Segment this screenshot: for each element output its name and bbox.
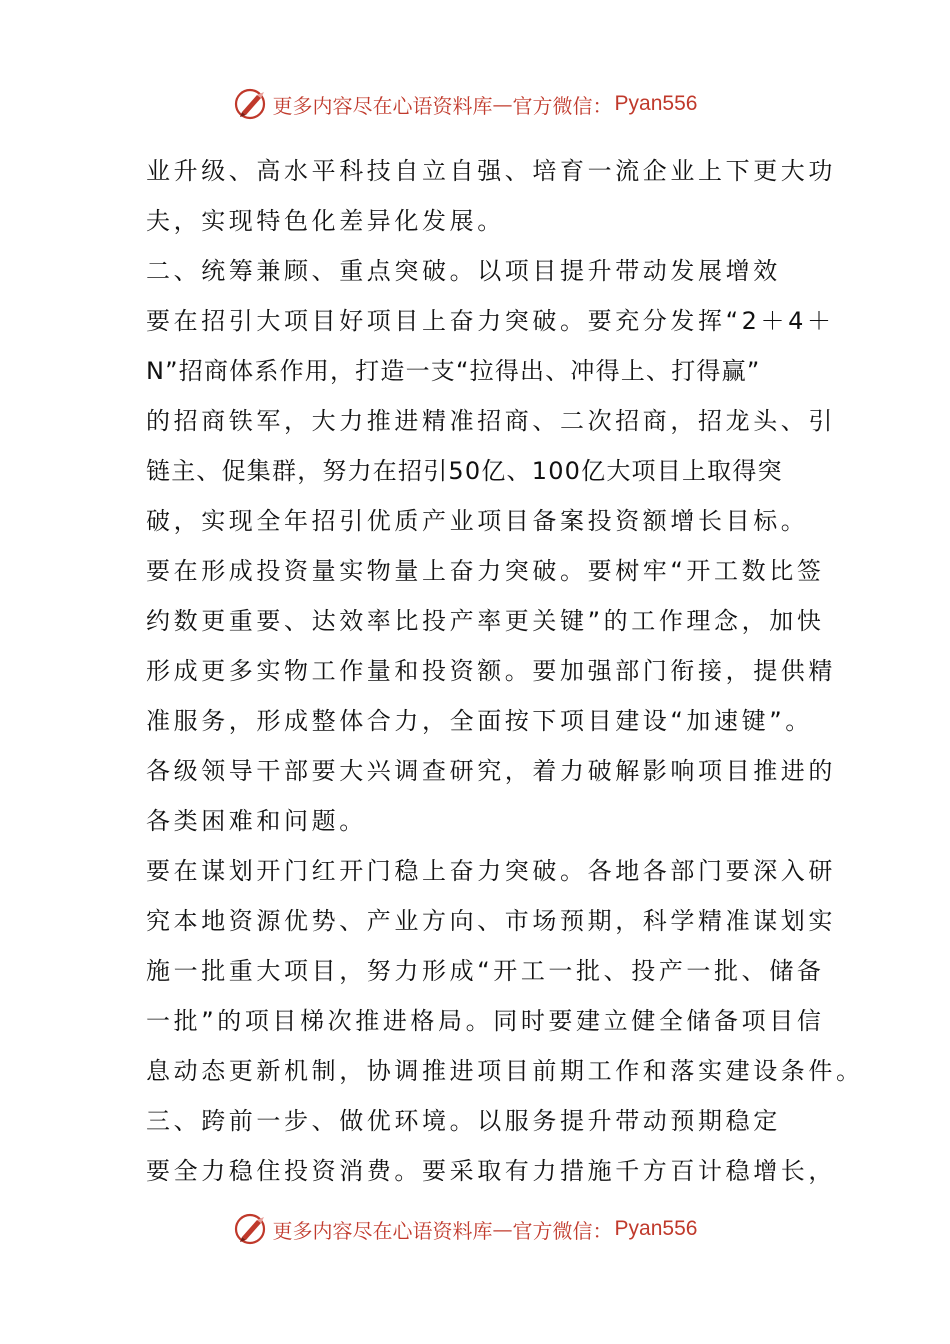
body-line: 要在形成投资量实物量上奋力突破。要树牢“开工数比签 <box>146 557 825 585</box>
body-line: N”招商体系作用，打造一支“拉得出、冲得上、打得赢” <box>146 357 761 385</box>
body-line: 要在招引大项目好项目上奋力突破。要充分发挥“2＋4＋ <box>146 307 835 335</box>
pen-logo-icon <box>233 86 269 122</box>
body-line: 破，实现全年招引优质产业项目备案投资额增长目标。 <box>146 507 809 535</box>
body-line: 链主、促集群，努力在招引50亿、100亿大项目上取得突 <box>146 457 783 485</box>
body-line: 息动态更新机制，协调推进项目前期工作和落实建设条件。 <box>146 1057 864 1085</box>
section-heading: 二、统筹兼顾、重点突破。以项目提升带动发展增效 <box>146 257 781 285</box>
watermark-wechat-id: Pyan556 <box>614 92 698 115</box>
watermark-site-text: 更多内容尽在心语资料库 <box>272 93 493 118</box>
watermark-wechat-id: Pyan556 <box>614 1217 698 1240</box>
watermark-separator: — <box>492 1217 513 1241</box>
header-watermark <box>0 84 950 124</box>
document-body <box>146 146 864 1196</box>
body-line: 一批”的项目梯次推进格局。同时要建立健全储备项目信 <box>146 1007 825 1035</box>
body-line: 各级领导干部要大兴调查研究，着力破解影响项目推进的 <box>146 757 836 785</box>
body-line: 究本地资源优势、产业方向、市场预期，科学精准谋划实 <box>146 907 836 935</box>
footer-watermark <box>0 1209 950 1249</box>
body-line: 要全力稳住投资消费。要采取有力措施千方百计稳增长， <box>146 1157 836 1185</box>
body-line: 夫，实现特色化差异化发展。 <box>146 207 505 235</box>
body-line: 施一批重大项目，努力形成“开工一批、投产一批、储备 <box>146 957 825 985</box>
watermark-site-text: 更多内容尽在心语资料库 <box>272 1218 493 1243</box>
section-heading: 三、跨前一步、做优环境。以服务提升带动预期稳定 <box>146 1107 781 1135</box>
body-line: 的招商铁军，大力推进精准招商、二次招商，招龙头、引 <box>146 407 836 435</box>
body-line: 约数更重要、达效率比投产率更关键”的工作理念，加快 <box>146 607 825 635</box>
watermark-separator: — <box>492 92 513 116</box>
pen-logo-icon <box>233 1211 269 1247</box>
watermark-wechat-label: 官方微信： <box>512 1218 613 1243</box>
watermark-wechat-label: 官方微信： <box>512 93 613 118</box>
body-line: 形成更多实物工作量和投资额。要加强部门衔接，提供精 <box>146 657 836 685</box>
body-line: 要在谋划开门红开门稳上奋力突破。各地各部门要深入研 <box>146 857 836 885</box>
body-line: 准服务，形成整体合力，全面按下项目建设“加速键”。 <box>146 707 813 735</box>
body-line: 各类困难和问题。 <box>146 807 367 835</box>
body-line: 业升级、高水平科技自立自强、培育一流企业上下更大功 <box>146 157 836 185</box>
